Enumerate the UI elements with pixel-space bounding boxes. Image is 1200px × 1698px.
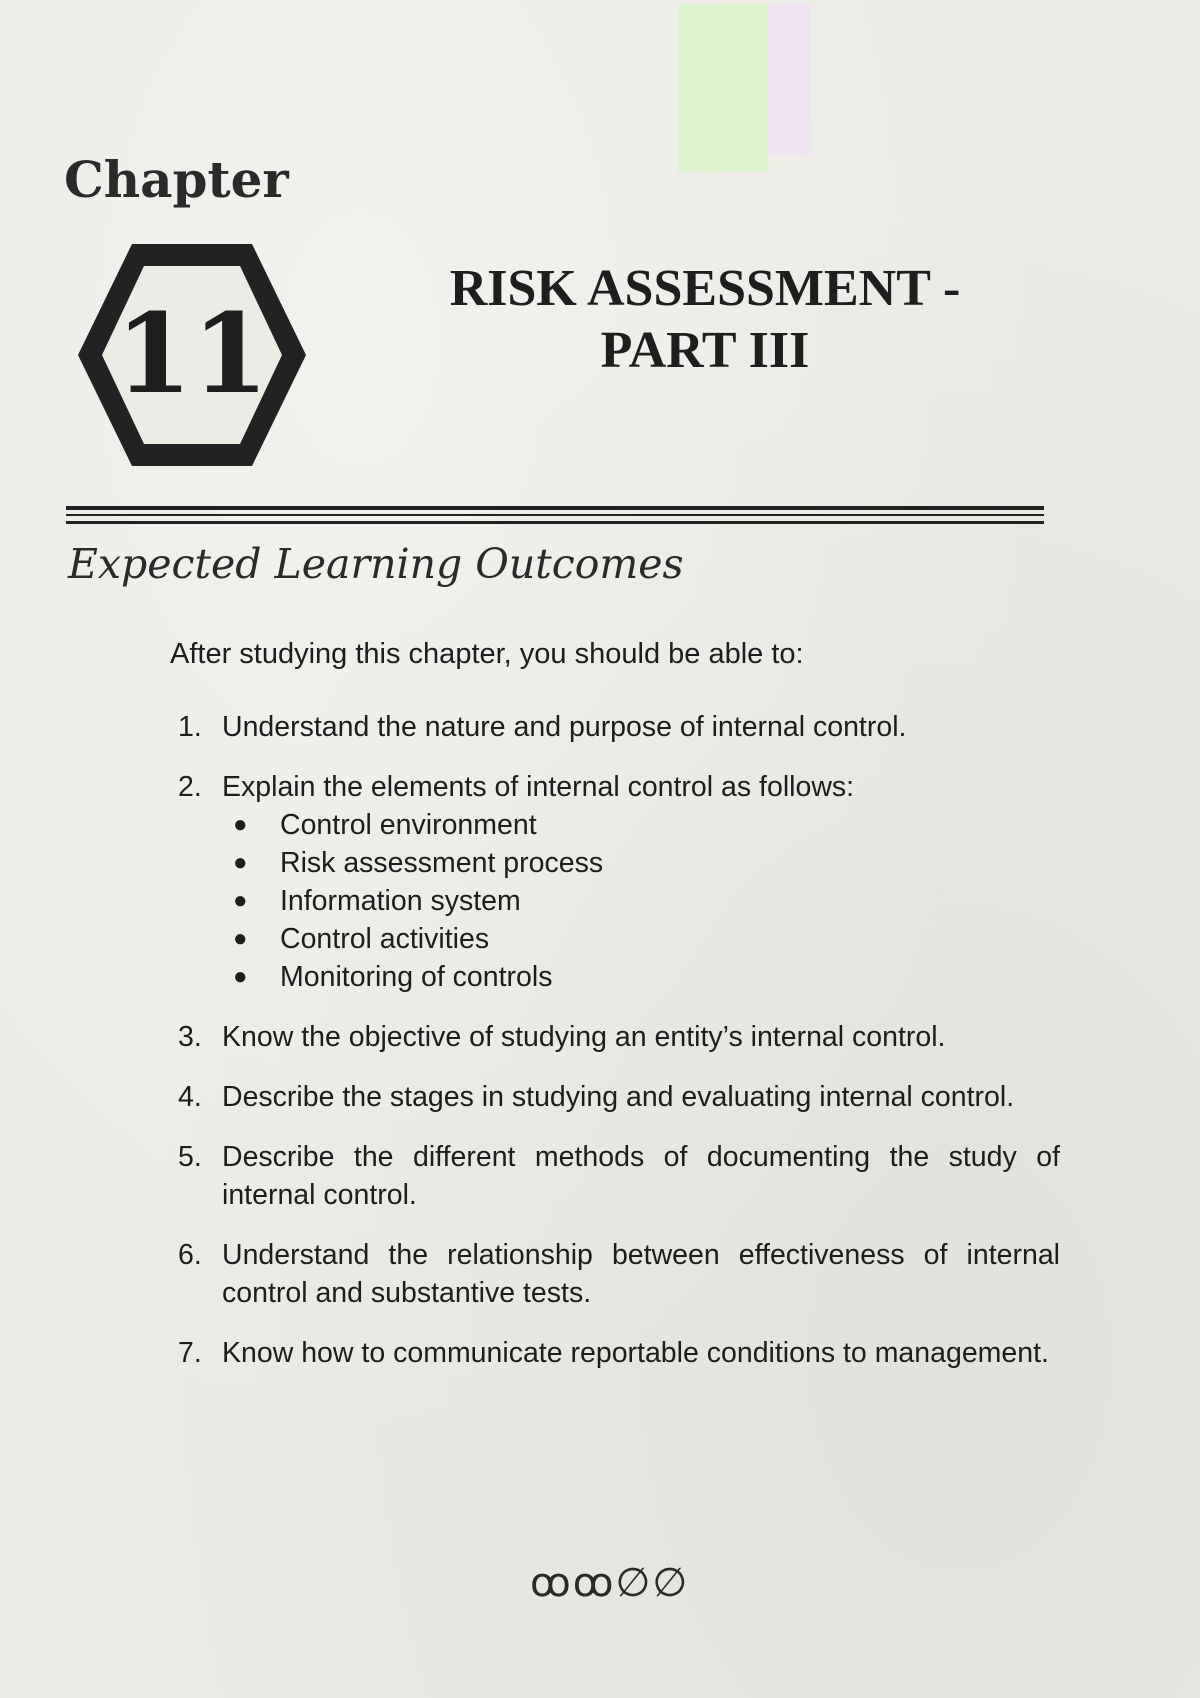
item-text: Explain the elements of internal control as follows: <box>222 771 855 803</box>
list-item <box>170 1236 1060 1312</box>
bullet-item <box>222 806 1060 844</box>
bullet-icon: ● <box>233 849 248 876</box>
item-text: Know how to communicate reportable conditions to management. <box>222 1337 1049 1369</box>
list-item <box>170 708 1060 746</box>
chapter-number-hexagon <box>70 232 314 478</box>
chapter-title-line-1: RISK ASSESSMENT - <box>449 260 961 317</box>
bullet-icon: ● <box>233 925 248 952</box>
chapter-title-line-2: PART III <box>600 322 810 379</box>
chapter-label: Chapter <box>64 150 289 209</box>
bullet-icon: ● <box>233 887 248 914</box>
elements-bullet-list <box>222 806 1060 996</box>
item-text: Understand the nature and purpose of internal control. <box>222 711 907 743</box>
item-number: 7. <box>178 1337 202 1369</box>
bullet-item <box>222 920 1060 958</box>
item-number: 6. <box>178 1239 202 1271</box>
section-heading: Expected Learning Outcomes <box>68 540 684 588</box>
item-text: Describe the different methods of documenting the study of internal control. <box>222 1141 1060 1211</box>
bullet-text: Information system <box>280 885 521 917</box>
divider-rule <box>66 521 1044 524</box>
list-item <box>170 1334 1060 1372</box>
bullet-item <box>222 844 1060 882</box>
item-number: 1. <box>178 711 202 743</box>
chapter-number: 11 <box>115 289 269 418</box>
ornament-icon: ꝏꝏ∅∅ <box>530 1561 690 1605</box>
intro-text: After studying this chapter, you should be able to: <box>170 638 804 670</box>
divider-rule <box>66 514 1044 516</box>
page-tab-marker <box>678 4 768 172</box>
bullet-text: Control environment <box>280 809 537 841</box>
list-item <box>170 1078 1060 1116</box>
bullet-icon: ● <box>233 811 248 838</box>
bullet-item <box>222 958 1060 996</box>
list-item <box>170 1138 1060 1214</box>
bullet-text: Monitoring of controls <box>280 961 553 993</box>
item-text: Know the objective of studying an entity’s internal control. <box>222 1021 946 1053</box>
item-text: Describe the stages in studying and evaluating internal control. <box>222 1081 1015 1113</box>
divider-rule <box>66 506 1044 510</box>
item-number: 3. <box>178 1021 202 1053</box>
bullet-icon: ● <box>233 963 248 990</box>
bullet-text: Control activities <box>280 923 490 955</box>
list-item <box>170 768 1060 996</box>
learning-outcomes-list <box>170 708 1060 1394</box>
bullet-text: Risk assessment process <box>280 847 604 879</box>
item-number: 4. <box>178 1081 202 1113</box>
item-number: 5. <box>178 1141 202 1173</box>
page-tab-marker-secondary <box>768 4 810 154</box>
chapter-title <box>390 258 1020 382</box>
list-item <box>170 1018 1060 1056</box>
bullet-item <box>222 882 1060 920</box>
item-number: 2. <box>178 771 202 803</box>
item-text: Understand the relationship between effectiveness of internal control and substantive tests. <box>222 1239 1060 1309</box>
